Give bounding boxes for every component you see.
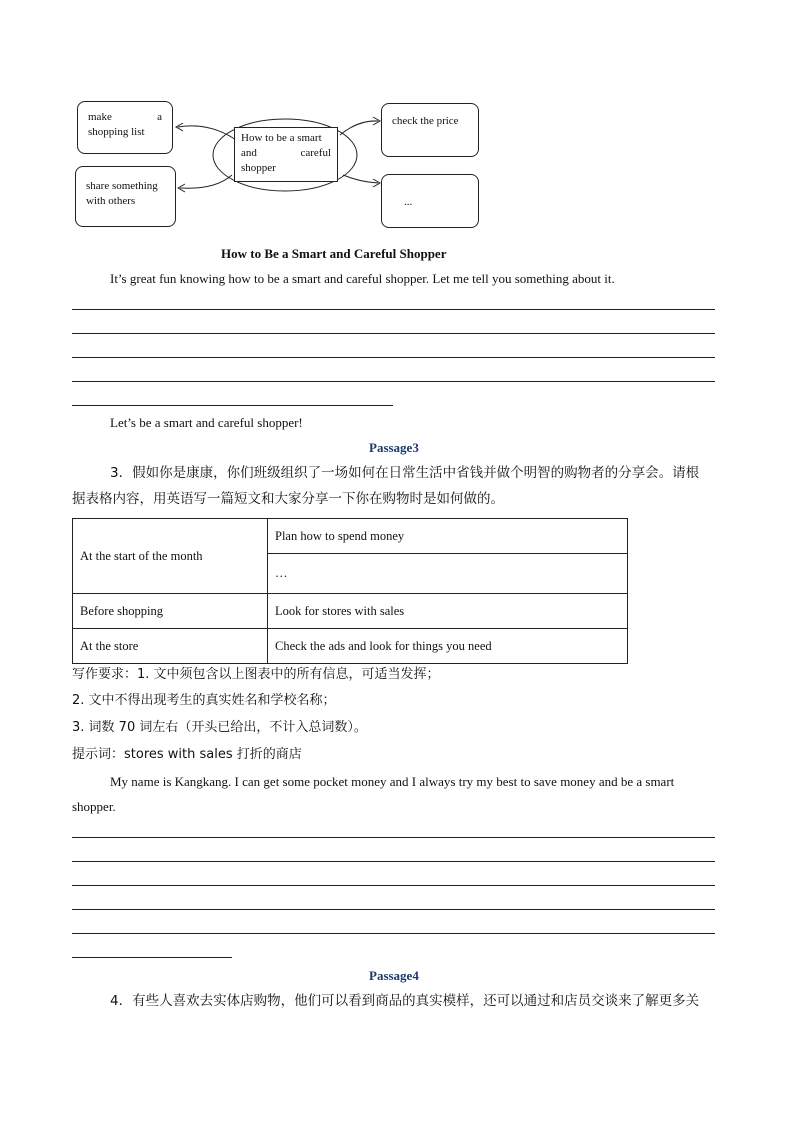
box-make-word3: shopping list bbox=[88, 126, 145, 138]
center-line2b: careful bbox=[300, 147, 331, 159]
center-line1: How to be a smart bbox=[241, 132, 322, 144]
writing-line[interactable] bbox=[72, 381, 715, 382]
box-share-line1: share something bbox=[86, 180, 158, 192]
passage3-prompt-line1: 3．假如你是康康，你们班级组织了一场如何在日常生活中省钱并做个明智的购物者的分享会。请根 bbox=[110, 465, 700, 481]
writing-line[interactable] bbox=[72, 909, 715, 910]
table-cell-stage: At the store bbox=[73, 629, 268, 664]
requirement-2: 2. 文中不得出现考生的真实姓名和学校名称； bbox=[72, 693, 336, 708]
plan-table bbox=[72, 518, 628, 664]
writing-line[interactable] bbox=[72, 333, 715, 334]
arrow-to-check-price bbox=[340, 121, 378, 135]
requirement-1: 写作要求：1. 文中须包含以上图表中的所有信息，可适当发挥； bbox=[72, 667, 440, 682]
arrow-to-more bbox=[343, 175, 378, 183]
table-cell-action: … bbox=[268, 554, 628, 594]
center-topic-box bbox=[234, 127, 338, 182]
box-more bbox=[381, 174, 479, 228]
passage4-heading: Passage4 bbox=[369, 968, 419, 983]
passage3-heading: Passage3 bbox=[369, 440, 419, 455]
table-cell-action: Check the ads and look for things you need bbox=[268, 629, 628, 664]
writing-line[interactable] bbox=[72, 837, 715, 838]
table-cell-stage: At the start of the month bbox=[73, 519, 268, 594]
box-check-price-text: check the price bbox=[392, 115, 459, 127]
requirement-3: 3. 词数 70 词左右（开头已给出，不计入总词数）。 bbox=[72, 720, 367, 735]
passage3-opening-line2: shopper. bbox=[72, 799, 116, 814]
passage3-prompt-line2: 据表格内容，用英语写一篇短文和大家分享一下你在购物时是如何做的。 bbox=[72, 491, 504, 507]
box-make-word2: a bbox=[157, 111, 162, 123]
writing-line[interactable] bbox=[72, 405, 393, 406]
table-cell-stage: Before shopping bbox=[73, 594, 268, 629]
center-line2a: and bbox=[241, 147, 257, 159]
writing-line[interactable] bbox=[72, 933, 715, 934]
table-row bbox=[73, 629, 628, 664]
box-share-with-others bbox=[75, 166, 176, 227]
writing-line[interactable] bbox=[72, 957, 232, 958]
writing-line[interactable] bbox=[72, 309, 715, 310]
essay-opening: It’s great fun knowing how to be a smart and careful shopper. Let me tell you something about it. bbox=[110, 271, 615, 286]
writing-line[interactable] bbox=[72, 861, 715, 862]
writing-line[interactable] bbox=[72, 357, 715, 358]
box-more-text: ... bbox=[404, 196, 413, 208]
table-cell-action: Look for stores with sales bbox=[268, 594, 628, 629]
essay-closing: Let’s be a smart and careful shopper! bbox=[110, 415, 303, 430]
passage4-prompt-line1: 4．有些人喜欢去实体店购物，他们可以看到商品的真实模样，还可以通过和店员交谈来了解更多关 bbox=[110, 993, 700, 1009]
table-row bbox=[73, 594, 628, 629]
box-make-shopping-list bbox=[77, 101, 173, 154]
box-check-price bbox=[381, 103, 479, 157]
box-make-word1: make bbox=[88, 111, 112, 123]
center-line3: shopper bbox=[241, 162, 276, 174]
writing-line[interactable] bbox=[72, 885, 715, 886]
table-row bbox=[73, 519, 628, 554]
table-cell-action: Plan how to spend money bbox=[268, 519, 628, 554]
hint-words: 提示词：stores with sales 打折的商店 bbox=[72, 747, 302, 762]
arrow-to-share bbox=[180, 175, 232, 188]
box-share-line2: with others bbox=[86, 195, 136, 207]
essay-title: How to Be a Smart and Careful Shopper bbox=[221, 246, 447, 261]
passage3-opening-line1: My name is Kangkang. I can get some pocket money and I always try my best to save money and be a smart bbox=[110, 774, 675, 789]
